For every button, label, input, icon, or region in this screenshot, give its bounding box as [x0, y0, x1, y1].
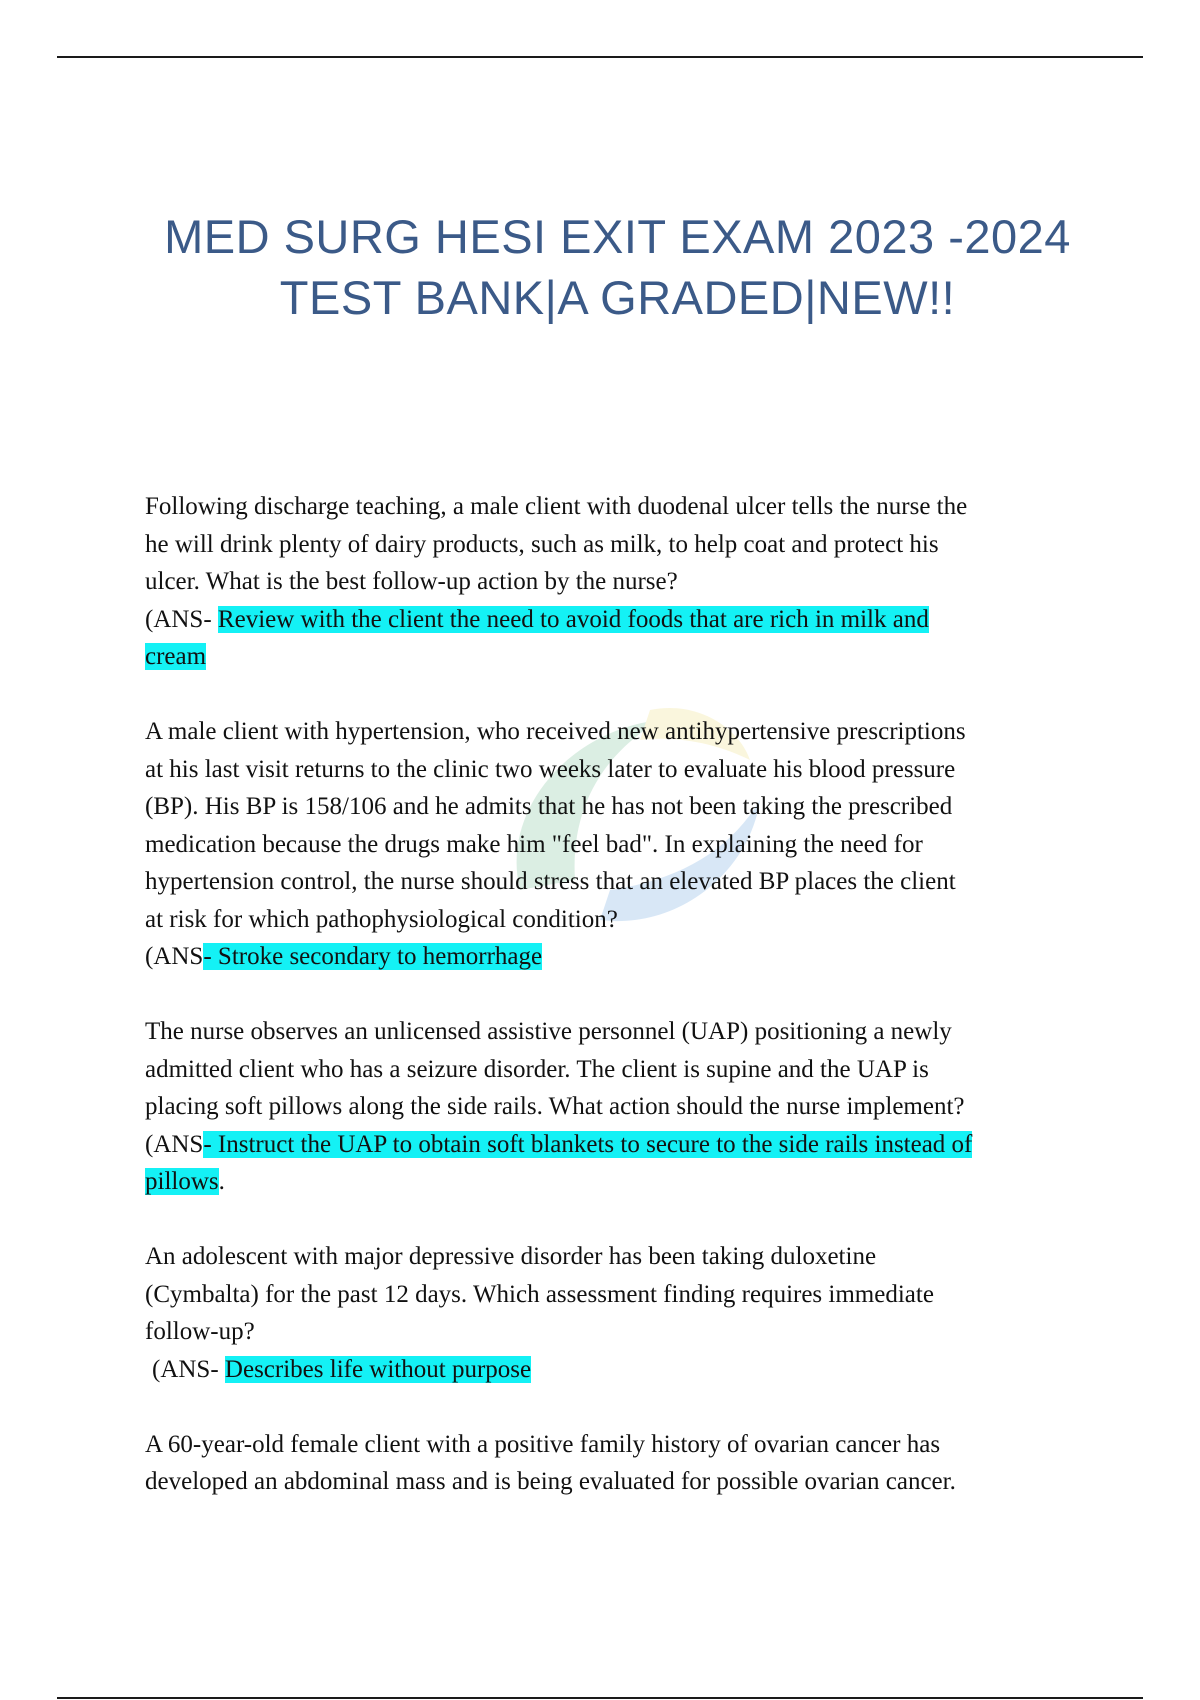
answer-highlight: pillows [145, 1168, 219, 1195]
answer-suffix: . [218, 1168, 225, 1195]
title-line-1: MED SURG HESI EXIT EXAM 2023 -2024 [164, 210, 1071, 263]
question-text-line: (Cymbalta) for the past 12 days. Which assessment finding requires immediate [145, 1280, 934, 1308]
answer-highlight: Review with the client the need to avoid foods that are rich in milk and [217, 605, 929, 633]
question-text-line: follow-up? [145, 1318, 255, 1345]
answer-highlight: - Instruct the UAP to obtain soft blankets to secure to the side rails instead of [203, 1130, 973, 1158]
answer-highlight: cream [145, 643, 207, 670]
question-item-2 [145, 713, 1145, 976]
answer-line [145, 1126, 1145, 1164]
answer-line [145, 1351, 1145, 1389]
question-item-3 [145, 1013, 1145, 1201]
question-text-line: A 60-year-old female client with a positive family history of ovarian cancer has [145, 1430, 941, 1458]
answer-line [145, 938, 1145, 976]
bottom-rule [57, 1697, 1143, 1699]
question-text-line: he will drink plenty of dairy products, such as milk, to help coat and protect his [145, 530, 939, 558]
question-text-line: ulcer. What is the best follow-up action by the nurse? [145, 568, 678, 595]
question-text-line: hypertension control, the nurse should stress that an elevated BP places the client [145, 868, 956, 895]
question-text-line: The nurse observes an unlicensed assistive personnel (UAP) positioning a newly [145, 1018, 952, 1045]
question-text-line: at risk for which pathophysiological condition? [145, 905, 618, 933]
top-rule [57, 56, 1143, 58]
question-text-line: developed an abdominal mass and is being evaluated for possible ovarian cancer. [145, 1468, 956, 1495]
answer-line [145, 601, 1145, 639]
answer-highlight: - Stroke secondary to hemorrhage [203, 943, 543, 970]
question-item-1 [145, 488, 1145, 676]
document-title [120, 206, 1115, 328]
question-text-line: (BP). His BP is 158/106 and he admits that he has not been taking the prescribed [145, 793, 953, 820]
answer-prefix: (ANS [145, 943, 204, 970]
question-text-line: at his last visit returns to the clinic two weeks later to evaluate his blood pressure [145, 755, 956, 783]
question-text-line: medication because the drugs make him "feel bad". In explaining the need for [145, 830, 923, 858]
answer-line [145, 638, 1145, 676]
question-text-line: admitted client who has a seizure disorder. The client is supine and the UAP is [145, 1055, 929, 1083]
question-text-line: Following discharge teaching, a male client with duodenal ulcer tells the nurse the [145, 493, 968, 520]
question-text-line: A male client with hypertension, who received new antihypertensive prescriptions [145, 718, 966, 745]
question-item-4 [145, 1238, 1145, 1388]
answer-line [145, 1163, 1145, 1201]
question-list [145, 488, 1145, 1538]
question-text-line: placing soft pillows along the side rails. What action should the nurse implement? [145, 1093, 965, 1120]
answer-highlight: Describes life without purpose [224, 1355, 532, 1383]
answer-prefix: (ANS [145, 1130, 204, 1158]
answer-prefix: (ANS- [145, 605, 218, 633]
question-text-line: An adolescent with major depressive disorder has been taking duloxetine [145, 1243, 877, 1270]
answer-prefix: (ANS- [152, 1355, 225, 1383]
title-line-2: TEST BANK|A GRADED|NEW!! [279, 271, 956, 324]
question-item-5 [145, 1426, 1145, 1501]
